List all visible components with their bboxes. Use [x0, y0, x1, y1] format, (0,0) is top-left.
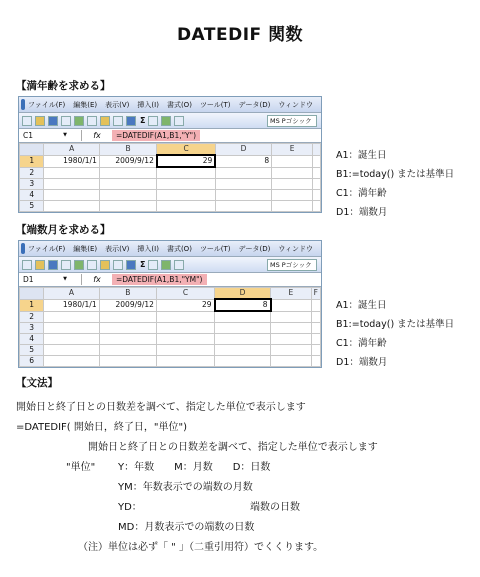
grid-cell[interactable]: [44, 179, 99, 190]
cell-d1[interactable]: 8: [215, 299, 271, 311]
help-icon[interactable]: [174, 116, 184, 126]
menu-edit[interactable]: 編集(E): [73, 244, 98, 253]
font-select[interactable]: MS Pゴシック: [267, 259, 317, 271]
cell-d1[interactable]: 8: [215, 155, 271, 167]
grid-cell[interactable]: [156, 323, 214, 334]
note-a1: A1：誕生日: [336, 150, 387, 161]
menu-data[interactable]: データ(D): [238, 244, 271, 253]
note-d1: D1：端数月: [336, 357, 388, 368]
menu-bar: [19, 241, 321, 257]
print-icon[interactable]: [61, 116, 71, 126]
unit-y-m-d: Y：年数 M：月数 D：日数: [118, 462, 271, 473]
grid-cell[interactable]: [44, 345, 99, 356]
excel-window-icon: [21, 99, 25, 110]
menu-data[interactable]: データ(D): [238, 100, 271, 109]
column-header[interactable]: C: [156, 288, 214, 300]
grid-cell[interactable]: [99, 345, 156, 356]
grid-cell[interactable]: [44, 190, 99, 201]
row-header[interactable]: 2: [20, 311, 44, 323]
grid-cell[interactable]: [311, 311, 320, 323]
autosum-icon[interactable]: Σ: [140, 116, 146, 125]
new-icon[interactable]: [22, 116, 32, 126]
fx-icon[interactable]: fx: [93, 275, 101, 284]
row-header[interactable]: 3: [20, 179, 44, 190]
menu-file[interactable]: ファイル(F): [27, 100, 66, 109]
grid-cell[interactable]: [272, 179, 313, 190]
grid-cell[interactable]: [156, 356, 214, 367]
excel-window-age: [18, 96, 322, 213]
open-icon[interactable]: [35, 260, 45, 270]
help-icon[interactable]: [174, 260, 184, 270]
note-c1: C1：満年齢: [336, 338, 387, 349]
grid-cell[interactable]: [99, 201, 157, 212]
notes-age: [336, 146, 454, 222]
grid-cell[interactable]: [313, 167, 321, 179]
excel-window-icon: [21, 243, 25, 254]
paste-icon[interactable]: [100, 260, 110, 270]
grid-cell[interactable]: [156, 311, 214, 323]
grid-cell[interactable]: [215, 167, 271, 179]
grid-cell[interactable]: [271, 323, 312, 334]
menu-format[interactable]: 書式(O): [166, 100, 192, 109]
column-header[interactable]: C: [157, 144, 215, 156]
grid-cell[interactable]: [99, 323, 156, 334]
formula-input[interactable]: =DATEDIF(A1,B1,"YM"): [112, 274, 207, 285]
grid-cell[interactable]: [156, 345, 214, 356]
sort-icon[interactable]: [148, 260, 158, 270]
grid-cell[interactable]: [271, 345, 312, 356]
menu-edit[interactable]: 編集(E): [73, 100, 98, 109]
grid-cell[interactable]: [313, 179, 321, 190]
menu-window[interactable]: ウィンドウ: [278, 244, 313, 253]
column-header[interactable]: B: [99, 288, 156, 300]
grid-cell[interactable]: [44, 201, 99, 212]
excel-window-months: [18, 240, 322, 368]
column-header[interactable]: [313, 144, 321, 156]
grid-cell[interactable]: [313, 190, 321, 201]
syntax-formula-description: 開始日と終了日との日数差を調べて、指定した単位で表示します: [88, 442, 378, 453]
grid-cell[interactable]: [44, 323, 99, 334]
grid-cell[interactable]: [99, 190, 157, 201]
unit-yd-key: YD：: [118, 502, 142, 513]
grid-cell[interactable]: [44, 356, 99, 367]
row-header[interactable]: 2: [20, 167, 44, 179]
menu-view[interactable]: 表示(V): [105, 100, 130, 109]
row-header[interactable]: 1: [20, 299, 44, 311]
column-header[interactable]: E: [271, 288, 312, 300]
grid-cell[interactable]: [313, 201, 321, 212]
grid-cell[interactable]: [215, 190, 271, 201]
hyperlink-icon[interactable]: [126, 260, 136, 270]
grid-cell[interactable]: [215, 345, 271, 356]
column-header[interactable]: B: [99, 144, 157, 156]
note-d1: D1：端数月: [336, 207, 388, 218]
menu-view[interactable]: 表示(V): [105, 244, 130, 253]
syntax-description: 開始日と終了日との日数差を調べて、指定した単位で表示します: [16, 402, 306, 413]
menu-tools[interactable]: ツール(T): [199, 100, 231, 109]
grid-cell[interactable]: [99, 334, 156, 345]
menu-format[interactable]: 書式(O): [166, 244, 192, 253]
grid-cell[interactable]: [215, 311, 271, 323]
row-header[interactable]: 3: [20, 323, 44, 334]
menu-bar: [19, 97, 321, 113]
cell-f1[interactable]: [313, 155, 321, 167]
grid-cell[interactable]: [44, 311, 99, 323]
sheet-grid: [19, 287, 321, 367]
select-all-corner[interactable]: [20, 288, 44, 300]
grid-cell[interactable]: [99, 179, 157, 190]
cell-b1[interactable]: 2009/9/12: [99, 299, 156, 311]
column-header[interactable]: A: [44, 288, 99, 300]
grid-cell[interactable]: [271, 311, 312, 323]
syntax-heading: 【文法】: [16, 377, 58, 389]
menu-window[interactable]: ウィンドウ: [278, 100, 313, 109]
grid-cell[interactable]: [271, 356, 312, 367]
unit-ym: YM：年数表示での端数の月数: [118, 482, 253, 493]
name-box[interactable]: D1 ▼: [19, 274, 82, 285]
page-title: DATEDIF 関数: [176, 25, 304, 45]
undo-icon[interactable]: [113, 260, 123, 270]
paste-icon[interactable]: [100, 116, 110, 126]
cell-c1[interactable]: 29: [156, 299, 214, 311]
cell-c1[interactable]: 29: [157, 155, 215, 167]
undo-icon[interactable]: [113, 116, 123, 126]
grid-cell[interactable]: [215, 201, 271, 212]
unit-yd-value: 端数の日数: [250, 502, 300, 513]
section-heading-months: 【端数月を求める】: [16, 224, 111, 236]
grid-cell[interactable]: [99, 167, 157, 179]
open-icon[interactable]: [35, 116, 45, 126]
save-icon[interactable]: [48, 260, 58, 270]
grid-cell[interactable]: [215, 323, 271, 334]
spellcheck-icon[interactable]: [74, 260, 84, 270]
name-box[interactable]: C1 ▼: [19, 130, 82, 141]
grid-cell[interactable]: [215, 356, 271, 367]
sheet-grid: [19, 143, 321, 212]
grid-cell[interactable]: [99, 311, 156, 323]
hyperlink-icon[interactable]: [126, 116, 136, 126]
menu-insert[interactable]: 挿入(I): [137, 244, 159, 253]
column-header[interactable]: D: [215, 144, 271, 156]
chart-icon[interactable]: [161, 116, 171, 126]
grid-cell[interactable]: [311, 334, 320, 345]
cell-a1[interactable]: 1980/1/1: [44, 299, 99, 311]
row-header[interactable]: 4: [20, 190, 44, 201]
grid-cell[interactable]: [157, 167, 215, 179]
cell-a1[interactable]: 1980/1/1: [44, 155, 99, 167]
formula-bar: [19, 129, 321, 143]
column-header[interactable]: A: [44, 144, 99, 156]
autosum-icon[interactable]: Σ: [140, 260, 146, 269]
cell-b1[interactable]: 2009/9/12: [99, 155, 157, 167]
grid-cell[interactable]: [99, 356, 156, 367]
column-header[interactable]: E: [272, 144, 313, 156]
sort-icon[interactable]: [148, 116, 158, 126]
unit-md: MD：月数表示での端数の日数: [118, 522, 255, 533]
cell-e1[interactable]: [272, 155, 313, 167]
note-c1: C1：満年齢: [336, 188, 387, 199]
fx-icon[interactable]: fx: [93, 131, 101, 140]
spellcheck-icon[interactable]: [74, 116, 84, 126]
row-header[interactable]: 5: [20, 345, 44, 356]
note-b1: B1:=today() または基準日: [336, 319, 455, 330]
grid-cell[interactable]: [311, 345, 320, 356]
grid-cell[interactable]: [157, 190, 215, 201]
column-header[interactable]: D: [215, 288, 271, 300]
grid-cell[interactable]: [215, 334, 271, 345]
grid-cell[interactable]: [157, 201, 215, 212]
font-select[interactable]: MS Pゴシック: [267, 115, 317, 127]
cell-f1[interactable]: [311, 299, 320, 311]
row-header[interactable]: 4: [20, 334, 44, 345]
menu-insert[interactable]: 挿入(I): [137, 100, 159, 109]
note-b1: B1:=today() または基準日: [336, 169, 455, 180]
row-header[interactable]: 6: [20, 356, 44, 367]
menu-tools[interactable]: ツール(T): [199, 244, 231, 253]
notes-months: [336, 296, 454, 372]
grid-cell[interactable]: [215, 179, 271, 190]
new-icon[interactable]: [22, 260, 32, 270]
grid-cell[interactable]: [272, 190, 313, 201]
unit-label: "単位": [66, 462, 96, 473]
grid-cell[interactable]: [271, 334, 312, 345]
cut-icon[interactable]: [87, 116, 97, 126]
grid-cell[interactable]: [44, 167, 99, 179]
grid-cell[interactable]: [44, 334, 99, 345]
grid-cell[interactable]: [311, 356, 320, 367]
grid-cell[interactable]: [272, 167, 313, 179]
syntax-note: （注）単位は必ず「 " 」（二重引用符）でくくります。: [78, 542, 324, 553]
row-header[interactable]: 5: [20, 201, 44, 212]
standard-toolbar: [19, 257, 321, 273]
syntax-formula: =DATEDIF( 開始日，終了日，"単位"): [16, 422, 187, 433]
section-heading-age: 【満年齢を求める】: [16, 80, 111, 92]
formula-input[interactable]: =DATEDIF(A1,B1,"Y"): [112, 130, 200, 141]
cell-e1[interactable]: [271, 299, 312, 311]
save-icon[interactable]: [48, 116, 58, 126]
print-icon[interactable]: [61, 260, 71, 270]
select-all-corner[interactable]: [20, 144, 44, 156]
row-header[interactable]: 1: [20, 155, 44, 167]
grid-cell[interactable]: [272, 201, 313, 212]
chart-icon[interactable]: [161, 260, 171, 270]
grid-cell[interactable]: [156, 334, 214, 345]
cut-icon[interactable]: [87, 260, 97, 270]
column-header[interactable]: F: [311, 288, 320, 300]
grid-cell[interactable]: [311, 323, 320, 334]
menu-file[interactable]: ファイル(F): [27, 244, 66, 253]
formula-bar: [19, 273, 321, 287]
note-a1: A1：誕生日: [336, 300, 387, 311]
grid-cell[interactable]: [157, 179, 215, 190]
standard-toolbar: [19, 113, 321, 129]
